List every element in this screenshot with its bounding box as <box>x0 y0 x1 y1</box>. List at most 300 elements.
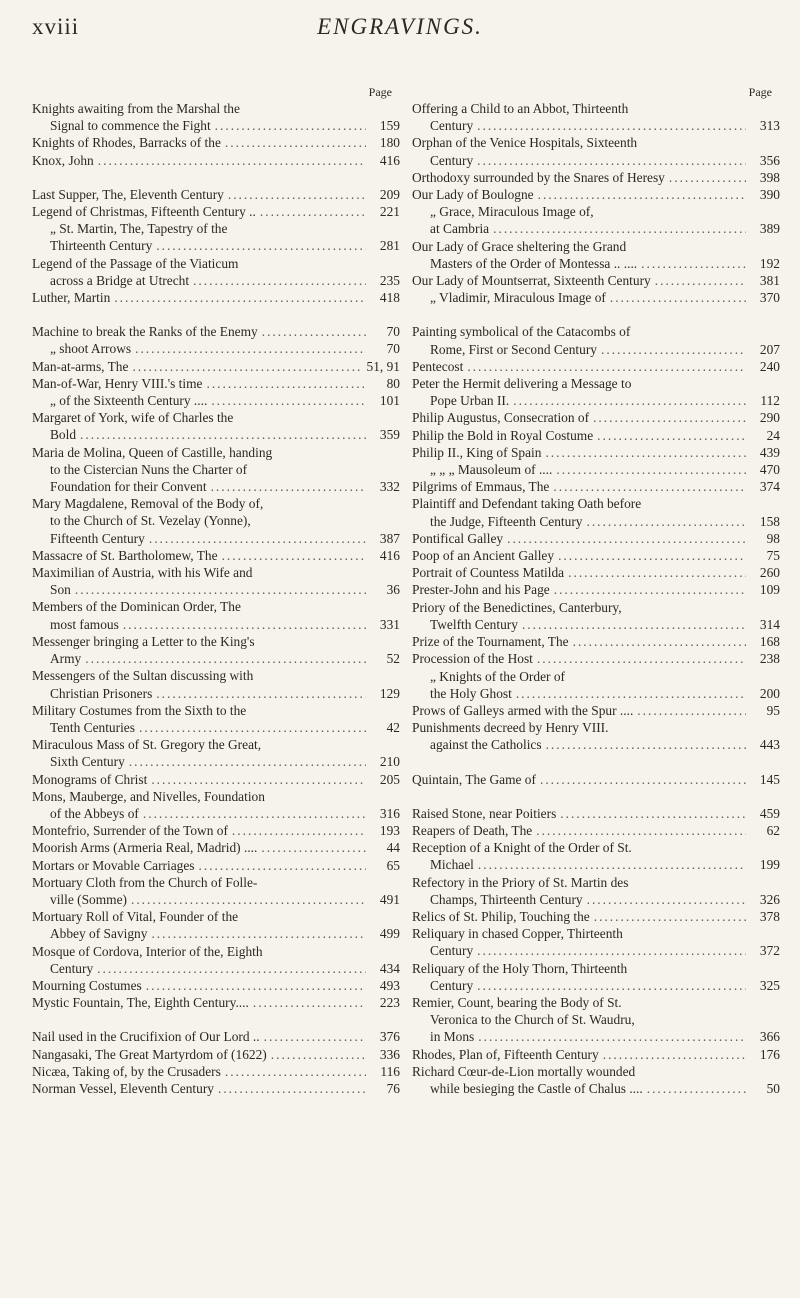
index-entry <box>412 702 780 719</box>
leader-dots <box>156 685 366 702</box>
entry-page-number: 112 <box>760 393 780 409</box>
index-entry <box>412 358 780 375</box>
leader-dots <box>553 478 746 495</box>
index-entry <box>412 409 780 426</box>
entry-title-line: ville (Somme) <box>50 891 127 907</box>
index-entry <box>32 1028 400 1045</box>
group-gap <box>32 1011 400 1028</box>
leader-dots <box>131 891 366 908</box>
index-entry <box>412 186 780 203</box>
entry-title-line: Our Lady of Grace sheltering the Grand <box>412 238 627 254</box>
index-entry <box>412 547 780 564</box>
entry-title-line: Peter the Hermit delivering a Message to <box>412 376 632 392</box>
index-entry <box>412 530 780 547</box>
entry-page-number: 221 <box>379 204 400 220</box>
leader-dots <box>228 186 366 203</box>
entry-title-line: Champs, Thirteenth Century <box>430 891 583 907</box>
entry-title-line: against the Catholics <box>430 737 542 753</box>
leader-dots <box>538 186 746 203</box>
leader-dots <box>558 547 746 564</box>
index-entry <box>412 323 780 357</box>
entry-page-number: 374 <box>759 479 780 495</box>
leader-dots <box>271 1046 366 1063</box>
index-entry <box>32 152 400 169</box>
entry-title-line: Michael <box>430 857 474 873</box>
index-entry <box>32 788 400 822</box>
entry-title-line: across a Bridge at Utrecht <box>50 272 190 288</box>
index-column-left <box>32 84 400 1097</box>
entry-title-line: to the Church of St. Vezelay (Yonne), <box>50 513 251 529</box>
entry-title-line: Son <box>50 582 71 598</box>
index-entry <box>412 134 780 168</box>
index-entry <box>412 650 780 667</box>
leader-dots <box>264 1028 366 1045</box>
entry-page-number: 70 <box>386 324 400 340</box>
entry-title-line: the Judge, Fifteenth Century <box>430 513 583 529</box>
leader-dots <box>132 358 362 375</box>
leader-dots <box>477 152 746 169</box>
index-entry <box>32 667 400 701</box>
entry-page-number: 416 <box>379 152 400 168</box>
index-entry <box>32 134 400 151</box>
entry-title-line: Priory of the Benedictines, Canterbury, <box>412 599 622 615</box>
entry-title-line: „ shoot Arrows <box>50 341 132 357</box>
entry-page-number: 159 <box>379 118 400 134</box>
leader-dots <box>149 530 366 547</box>
leader-dots <box>655 272 746 289</box>
entry-title-line: Mortars or Movable Carriages <box>32 857 195 873</box>
entry-title-line: Mourning Costumes <box>32 977 142 993</box>
entry-title-line: Man-at-arms, The <box>32 358 129 374</box>
entry-title-line: Bold <box>50 427 77 443</box>
leader-dots <box>601 341 746 358</box>
entry-page-number: 281 <box>379 238 400 254</box>
index-entry <box>412 839 780 873</box>
index-entry <box>32 358 400 375</box>
leader-dots <box>262 323 366 340</box>
leader-dots <box>586 513 746 530</box>
index-entry <box>32 1046 400 1063</box>
entry-title-line: Military Costumes from the Sixth to the <box>32 702 247 718</box>
entry-title-line: Quintain, The Game of <box>412 771 536 787</box>
entry-title-line: Luther, Martin <box>32 290 111 306</box>
leader-dots <box>85 650 366 667</box>
entry-title-line: to the Cistercian Nuns the Charter of <box>50 461 248 477</box>
index-entry <box>412 478 780 495</box>
entry-title-line: Our Lady of Mountserrat, Sixteenth Century <box>412 273 651 289</box>
leader-dots <box>218 1080 366 1097</box>
entry-title-line: Mortuary Roll of Vital, Founder of the <box>32 909 239 925</box>
entry-page-number: 314 <box>759 616 780 632</box>
page-number: xviii <box>32 14 80 39</box>
index-entry <box>412 272 780 289</box>
entry-title-line: Abbey of Savigny <box>50 926 148 942</box>
index-entry <box>32 289 400 306</box>
entry-title-line: Montefrio, Surrender of the Town of <box>32 823 228 839</box>
entry-page-number: 24 <box>766 427 780 443</box>
leader-dots <box>199 857 367 874</box>
index-entry <box>412 719 780 753</box>
entry-title-line: Orphan of the Venice Hospitals, Sixteenth <box>412 135 638 151</box>
leader-dots <box>568 564 746 581</box>
entry-page-number: 62 <box>766 822 780 838</box>
entry-page-number: 378 <box>759 908 780 924</box>
index-entry <box>32 736 400 770</box>
leader-dots <box>477 117 746 134</box>
entry-title-line: Maximilian of Austria, with his Wife and <box>32 565 253 581</box>
entry-title-line: Messengers of the Sultan discussing with <box>32 668 254 684</box>
leader-dots <box>215 117 366 134</box>
entry-title-line: Knox, John <box>32 152 94 168</box>
entry-page-number: 240 <box>759 358 780 374</box>
entry-title-line: Reliquary of the Holy Thorn, Thirteenth <box>412 960 628 976</box>
entry-title-line: the Holy Ghost <box>430 685 512 701</box>
entry-page-number: 129 <box>379 685 400 701</box>
entry-page-number: 390 <box>759 187 780 203</box>
leader-dots <box>98 152 366 169</box>
entry-page-number: 207 <box>759 341 780 357</box>
entry-title-line: Pilgrims of Emmaus, The <box>412 479 550 495</box>
leader-dots <box>587 891 746 908</box>
entry-page-number: 313 <box>759 118 780 134</box>
entry-page-number: 51, 91 <box>366 358 400 374</box>
entry-title-line: Philip Augustus, Consecration of <box>412 410 590 426</box>
entry-title-line: Foundation for their Convent <box>50 479 207 495</box>
index-entry <box>32 771 400 788</box>
entry-title-line: „ Grace, Miraculous Image of, <box>430 204 594 220</box>
entry-title-line: Christian Prisoners <box>50 685 153 701</box>
entry-page-number: 205 <box>379 771 400 787</box>
entry-title-line: Mons, Mauberge, and Nivelles, Foundation <box>32 788 265 804</box>
index-entry <box>412 581 780 598</box>
entry-title-line: Machine to break the Ranks of the Enemy <box>32 324 258 340</box>
entry-title-line: Legend of Christmas, Fifteenth Century .. <box>32 204 256 220</box>
leader-dots <box>513 392 746 409</box>
index-entry <box>32 375 400 392</box>
entry-title-line: Century <box>50 960 94 976</box>
leader-dots <box>114 289 366 306</box>
leader-dots <box>554 581 746 598</box>
entry-page-number: 193 <box>379 823 400 839</box>
entry-page-number: 336 <box>379 1046 400 1062</box>
entry-page-number: 372 <box>759 943 780 959</box>
index-entry <box>32 220 400 254</box>
entry-page-number: 192 <box>759 255 780 271</box>
entry-title-line: Philip II., King of Spain <box>412 444 542 460</box>
leader-dots <box>139 719 366 736</box>
index-column-right <box>412 84 780 1097</box>
entry-page-number: 418 <box>379 290 400 306</box>
entry-title-line: in Mons <box>430 1029 475 1045</box>
index-entry <box>412 874 780 908</box>
index-entry <box>412 444 780 461</box>
index-entry <box>412 427 780 444</box>
index-entry <box>32 598 400 632</box>
leader-dots <box>211 478 366 495</box>
entry-page-number: 434 <box>379 960 400 976</box>
entry-page-number: 76 <box>386 1080 400 1096</box>
leader-dots <box>507 530 746 547</box>
entry-title-line: Orthodoxy surrounded by the Snares of Heresy <box>412 169 665 185</box>
index-entry <box>32 908 400 942</box>
index-entry <box>412 668 780 702</box>
leader-dots <box>641 255 746 272</box>
entry-title-line: Twelfth Century <box>430 616 518 632</box>
index-entry <box>32 839 400 856</box>
entry-title-line: Mosque of Cordova, Interior of the, Eighth <box>32 943 263 959</box>
entry-page-number: 180 <box>379 135 400 151</box>
entry-title-line: while besieging the Castle of Chalus .... <box>430 1080 643 1096</box>
entry-title-line: Mary Magdalene, Removal of the Body of, <box>32 496 264 512</box>
entry-title-line: of the Abbeys of <box>50 805 139 821</box>
index-entry <box>32 822 400 839</box>
index-entry <box>32 547 400 564</box>
leader-dots <box>477 942 746 959</box>
entry-page-number: 210 <box>379 754 400 770</box>
entry-title-line: Refectory in the Priory of St. Martin des <box>412 874 629 890</box>
entry-title-line: Thirteenth Century <box>50 238 153 254</box>
entry-page-number: 260 <box>759 565 780 581</box>
index-entry <box>412 1063 780 1097</box>
leader-dots <box>193 272 366 289</box>
leader-dots <box>135 340 366 357</box>
index-entry <box>32 392 400 409</box>
entry-title-line: Margaret of York, wife of Charles the <box>32 410 234 426</box>
leader-dots <box>536 822 746 839</box>
entry-page-number: 491 <box>379 891 400 907</box>
leader-dots <box>546 736 746 753</box>
entry-title-line: Procession of the Host <box>412 651 533 667</box>
page-column-label: Page <box>748 85 772 99</box>
entry-title-line: „ Knights of the Order of <box>430 668 565 684</box>
entry-page-number: 332 <box>379 479 400 495</box>
entry-title-line: Prize of the Tournament, The <box>412 634 569 650</box>
leader-dots <box>594 908 746 925</box>
entry-title-line: Tenth Centuries <box>50 719 135 735</box>
entry-page-number: 109 <box>759 582 780 598</box>
index-entry <box>32 323 400 340</box>
entry-page-number: 101 <box>379 393 400 409</box>
entry-title-line: Massacre of St. Bartholomew, The <box>32 547 218 563</box>
leader-dots <box>522 616 746 633</box>
leader-dots <box>225 134 366 151</box>
index-entry <box>412 203 780 237</box>
leader-dots <box>211 392 366 409</box>
entry-page-number: 370 <box>759 290 780 306</box>
index-entry <box>412 925 780 959</box>
entry-title-line: most famous <box>50 616 119 632</box>
leader-dots <box>603 1046 746 1063</box>
entry-page-number: 381 <box>759 273 780 289</box>
entry-title-line: Century <box>430 943 474 959</box>
leader-dots <box>637 702 746 719</box>
group-gap <box>32 169 400 186</box>
entry-page-number: 36 <box>386 582 400 598</box>
leader-dots <box>478 856 746 873</box>
leader-dots <box>540 771 746 788</box>
entry-title-line: „ of the Sixteenth Century .... <box>50 393 208 409</box>
group-gap <box>412 788 780 805</box>
entry-title-line: „ „ „ Mausoleum of .... <box>430 462 553 478</box>
entry-title-line: Nangasaki, The Great Martyrdom of (1622) <box>32 1046 267 1062</box>
entry-title-line: Remier, Count, bearing the Body of St. <box>412 994 622 1010</box>
group-gap <box>412 306 780 323</box>
entry-title-line: Knights of Rhodes, Barracks of the <box>32 135 221 151</box>
index-entry <box>412 564 780 581</box>
index-entry <box>412 289 780 306</box>
entry-title-line: Plaintiff and Defendant taking Oath before <box>412 496 642 512</box>
index-entry <box>32 444 400 496</box>
entry-title-line: „ St. Martin, The, Tapestry of the <box>50 221 228 237</box>
index-entry <box>32 186 400 203</box>
entry-title-line: Prester-John and his Page <box>412 582 550 598</box>
entry-page-number: 145 <box>759 771 780 787</box>
entry-title-line: Century <box>430 152 474 168</box>
index-entry <box>412 908 780 925</box>
entry-title-line: Reliquary in chased Copper, Thirteenth <box>412 926 623 942</box>
entry-title-line: Century <box>430 118 474 134</box>
entry-title-line: Nail used in the Crucifixion of Our Lord .. <box>32 1029 260 1045</box>
entry-page-number: 70 <box>386 341 400 357</box>
leader-dots <box>97 960 366 977</box>
leader-dots <box>593 409 746 426</box>
entry-page-number: 398 <box>759 169 780 185</box>
index-entry <box>412 994 780 1046</box>
entry-page-number: 95 <box>766 702 780 718</box>
entry-page-number: 366 <box>759 1029 780 1045</box>
leader-dots <box>151 771 366 788</box>
entry-title-line: Raised Stone, near Poitiers <box>412 805 557 821</box>
leader-dots <box>156 237 366 254</box>
leader-dots <box>573 633 746 650</box>
entry-title-line: Sixth Century <box>50 754 125 770</box>
entry-page-number: 470 <box>759 462 780 478</box>
index-entry <box>412 375 780 409</box>
leader-dots <box>537 650 746 667</box>
entry-title-line: Painting symbolical of the Catacombs of <box>412 324 631 340</box>
entry-title-line: Fifteenth Century <box>50 530 145 546</box>
index-entry <box>32 943 400 977</box>
entry-page-number: 42 <box>386 719 400 735</box>
entry-title-line: Portrait of Countess Matilda <box>412 565 565 581</box>
entry-page-number: 238 <box>759 651 780 667</box>
index-entry <box>32 994 400 1011</box>
leader-dots <box>478 1028 746 1045</box>
index-entry <box>32 857 400 874</box>
index-entry <box>412 169 780 186</box>
entry-page-number: 65 <box>386 857 400 873</box>
entry-page-number: 443 <box>759 737 780 753</box>
entry-title-line: Veronica to the Church of St. Waudru, <box>430 1012 635 1028</box>
entry-title-line: Rome, First or Second Century <box>430 341 597 357</box>
entry-page-number: 200 <box>759 685 780 701</box>
index-entry <box>412 633 780 650</box>
index-entry <box>32 633 400 667</box>
entry-title-line: Miraculous Mass of St. Gregory the Great, <box>32 737 262 753</box>
entry-page-number: 316 <box>379 805 400 821</box>
entry-title-line: Reapers of Death, The <box>412 822 533 838</box>
leader-dots <box>467 358 746 375</box>
index-entry <box>32 255 400 289</box>
entry-title-line: Moorish Arms (Armeria Real, Madrid) .... <box>32 840 258 856</box>
index-entry <box>412 771 780 788</box>
entry-page-number: 80 <box>386 375 400 391</box>
index-entry <box>412 461 780 478</box>
leader-dots <box>260 203 366 220</box>
index-entry <box>32 564 400 598</box>
entry-title-line: Philip the Bold in Royal Costume <box>412 427 594 443</box>
entry-page-number: 44 <box>386 840 400 856</box>
entry-page-number: 493 <box>379 977 400 993</box>
leader-dots <box>206 375 366 392</box>
entry-title-line: Legend of the Passage of the Viaticum <box>32 255 239 271</box>
entry-title-line: Maria de Molina, Queen of Castille, handing <box>32 444 273 460</box>
entry-title-line: Signal to commence the Fight <box>50 118 211 134</box>
entry-page-number: 459 <box>759 805 780 821</box>
entry-title-line: at Cambria <box>430 221 490 237</box>
entry-title-line: Knights awaiting from the Marshal the <box>32 101 240 116</box>
leader-dots <box>545 444 746 461</box>
entry-title-line: Pope Urban II. <box>430 393 510 409</box>
entry-page-number: 416 <box>379 547 400 563</box>
entry-title-line: Pontifical Galley <box>412 530 504 546</box>
entry-title-line: Offering a Child to an Abbot, Thirteenth <box>412 101 629 116</box>
leader-dots <box>129 753 366 770</box>
entry-title-line: Mystic Fountain, The, Eighth Century.... <box>32 995 249 1011</box>
index-entry <box>32 874 400 908</box>
entry-page-number: 75 <box>766 548 780 564</box>
entry-page-number: 176 <box>759 1046 780 1062</box>
entry-page-number: 356 <box>759 152 780 168</box>
entry-title-line: Punishments decreed by Henry VIII. <box>412 720 609 736</box>
entry-page-number: 439 <box>759 444 780 460</box>
entry-title-line: Mortuary Cloth from the Church of Folle- <box>32 874 258 890</box>
index-entry <box>32 702 400 736</box>
entry-title-line: Masters of the Order of Montessa .. .... <box>430 255 638 271</box>
index-entry <box>32 100 400 134</box>
leader-dots <box>80 426 366 443</box>
entry-title-line: Last Supper, The, Eleventh Century <box>32 186 224 202</box>
index-entry <box>412 822 780 839</box>
entry-page-number: 168 <box>759 634 780 650</box>
index-entry <box>412 495 780 529</box>
entry-title-line: Nicæa, Taking of, by the Crusaders <box>32 1063 221 1079</box>
entry-page-number: 325 <box>759 977 780 993</box>
leader-dots <box>610 289 746 306</box>
entry-page-number: 499 <box>379 926 400 942</box>
entry-title-line: Norman Vessel, Eleventh Century <box>32 1080 214 1096</box>
leader-dots <box>222 547 366 564</box>
entry-title-line: „ Vladimir, Miraculous Image of <box>430 290 606 306</box>
entry-page-number: 331 <box>379 616 400 632</box>
entry-page-number: 389 <box>759 221 780 237</box>
entry-page-number: 359 <box>379 427 400 443</box>
index-entry <box>412 1046 780 1063</box>
entry-title-line: Monograms of Christ <box>32 771 148 787</box>
entry-page-number: 158 <box>759 513 780 529</box>
index-entry <box>412 960 780 994</box>
entry-page-number: 199 <box>759 857 780 873</box>
entry-page-number: 223 <box>379 995 400 1011</box>
leader-dots <box>232 822 366 839</box>
index-entry <box>32 340 400 357</box>
leader-dots <box>253 994 366 1011</box>
entry-title-line: Members of the Dominican Order, The <box>32 599 241 615</box>
entry-page-number: 98 <box>766 530 780 546</box>
leader-dots <box>556 461 746 478</box>
leader-dots <box>477 977 746 994</box>
leader-dots <box>123 616 366 633</box>
